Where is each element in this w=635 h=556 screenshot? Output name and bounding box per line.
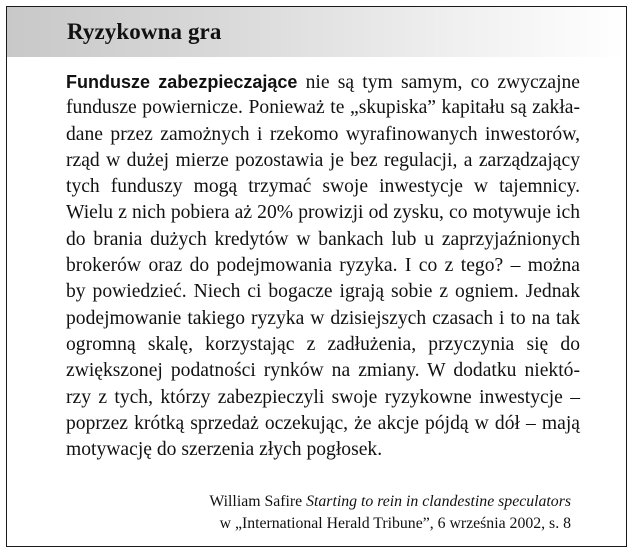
text-line: tych funduszy mogą trzymać swoje inwestycje w tajemnicy. — [66, 176, 580, 198]
citation-publication: w „International Herald Tribune”, 6 września 2002, s. 8 — [219, 515, 571, 532]
text-line: motywację do szerzenia złych pogłosek. — [66, 439, 383, 461]
text-line: by powiedzieć. Niech ci bogacze igrają sobie z ogniem. Jednak — [66, 281, 580, 303]
text-line: zwiększonej podatności rynków na zmiany. W dodatku niektó- — [66, 360, 580, 382]
text-line: dane przez zamożnych i rzekomo wyrafinowanych inwestorów, — [66, 123, 580, 145]
citation-article-title: Starting to rein in clandestine speculators — [306, 493, 571, 510]
text-line: do brania dużych kredytów w bankach lub u zaprzyjaźnionych — [66, 228, 580, 250]
lead-term: Fundusze zabezpieczające — [66, 72, 298, 92]
box-body — [66, 69, 580, 463]
text-line: podejmowanie takiego ryzyka w dzisiejszych czasach i to na tak — [66, 307, 580, 329]
citation-line-1 — [209, 491, 571, 513]
text-line — [66, 69, 580, 95]
text-line: brokerów oraz do podejmowania ryzyka. I co z tego? – można — [66, 255, 580, 277]
text-line: ogromną skalę, korzystając z zadłużenia, przyczynia się do — [66, 333, 580, 355]
box-header — [7, 7, 626, 57]
citation-author: William Safire — [209, 493, 307, 510]
box-title: Ryzykowna gra — [67, 19, 222, 44]
text-line-content: nie są tym samym, co zwyczajne — [297, 72, 581, 93]
source-citation — [209, 491, 571, 535]
text-line: Wielu z nich pobiera aż 20% prowizji od zysku, co motywuje ich — [66, 202, 580, 224]
text-line: rzy z tych, którzy zabezpieczyli swoje ryzykowne inwestycje – — [66, 386, 580, 408]
text-line: rząd w dużej mierze pozostawia je bez regulacji, a zarządzający — [66, 149, 580, 171]
sidebar-box — [6, 6, 627, 547]
text-line: poprzez krótką sprzedaż oczekując, że akcje pójdą w dół – mają — [66, 412, 580, 434]
text-line: fundusze powiernicze. Ponieważ te „skupiska” kapitału są zakła- — [66, 97, 580, 119]
